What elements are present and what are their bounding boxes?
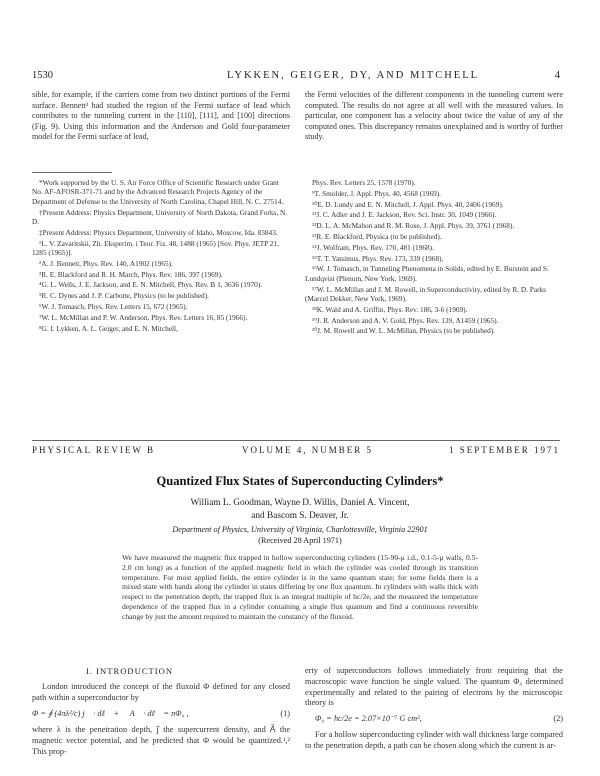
article-title: Quantized Flux States of Superconducting Cylinders*	[156, 474, 444, 488]
equation-1	[32, 709, 290, 720]
volume-number: 4	[554, 70, 560, 81]
continuation-left-text: sible, for example, if the carriers come from two distinct portions of the Fermi surface. Bennett³ had studied the region of the Fermi surface of lead which contributes to the tunneling current in the [110], [111], and [100] directions (Fig. 9). Using this information and the Anderson and Gold four-parameter model for the Fermi surface of lead,	[32, 90, 290, 142]
footnote: †Present Address: Physics Department, University of North Dakota, Grand Forks, N. D.	[32, 207, 288, 227]
intro-paragraph: where λ is the penetration depth, j⃗ the supercurrent density, and A⃗ the magnetic vector potential, and he predicted that Φ would be quantized.¹,² This prop-	[32, 725, 290, 756]
footnote: *Work supported by the U. S. Air Force Office of Scientific Research under Grant No. AF-AFOSR-371-71 and by the Advanced Research Projects Agency of the Department of Defense to the University of North Carolina, Chapel Hill, N. C. 27514.	[32, 178, 284, 206]
authors-line: William L. Goodman, Wayne D. Willis, Daniel A. Vincent,	[190, 498, 410, 508]
footnotes-left	[32, 178, 288, 334]
journal-date: 1 SEPTEMBER 1971	[448, 445, 560, 455]
intro-right	[305, 666, 563, 752]
equation-text: Φ₀ = hc/2e = 2.07×10⁻⁷ G cm²,	[315, 714, 422, 724]
continuation-right	[305, 90, 563, 143]
footnotes-right	[305, 178, 563, 337]
equation-number: (2)	[553, 714, 563, 724]
affiliation-block	[0, 525, 600, 546]
footnote: ¹⁵T. T. Yatsimus, Phys. Rev. 173, 339 (1968).	[312, 253, 444, 263]
footnote: ¹⁶W. J. Tomasch, in Tunneling Phenomena in Solids, edited by E. Burstein and S. Lundqvist (Plenum, New York, 1969).	[305, 264, 549, 283]
footnote: ¹³R. E. Blackford, Physica (to be published).	[312, 231, 442, 241]
intro-paragraph: For a hollow superconducting cylinder with wall thickness large compared to the penetration depth, a path can be chosen along which the current is ar-	[305, 729, 563, 750]
footnote: ²A. J. Bennett, Phys. Rev. 140, A1902 (1965).	[39, 258, 173, 268]
abstract: We have measured the magnetic flux trapped in hollow superconducting cylinders (15-90-μ i.d., 0.1-5-μ walls, 0.5-2.0 cm long) as a function of the applied magnetic field in which the cylinder was cooled through its transition temperature. For most applied fields, the entire cylinder is in the same quantum state; for some fields there is a mixed state with bands along the cylinder in states differing by one flux quantum. In cylinders with walls thick with respect to the penetration depth, the trapped flux is an integral multiple of hc/2e, and the measured the temperature dependence of the trapped flux in a cylinder containing a single flux quantum and find a continuous reversible change by just the amount required to maintain the constancy of the fluxoid.	[122, 553, 478, 621]
equation-2	[305, 714, 563, 725]
received-date: (Received 28 April 1971)	[258, 535, 342, 545]
affiliation: Department of Physics, University of Virginia, Charlottesville, Virginia 22901	[172, 525, 428, 534]
equation-text: Φ = ∮ (4πλ²/c) j⃗ · dℓ⃗ + ∮ A⃗ · dℓ⃗ = nΦ₀ ,	[32, 708, 189, 718]
footnote: ³R. E. Blackford and R. H. March, Phys. Rev. 186, 397 (1969).	[39, 269, 223, 279]
intro-left	[32, 682, 290, 758]
footnote: ⁵R. C. Dynes and J. P. Carbotte, Physics (to be published).	[39, 291, 209, 301]
article-divider	[32, 440, 560, 441]
intro-paragraph: London introduced the concept of the fluxoid Φ defined for any closed path within a superconductor by	[32, 682, 290, 702]
footnote: ¹L. V. Zavaritskii, Zh. Eksperim. i Teor. Fiz. 48, 1488 (1965) [Sov. Phys. JETP 21, 1285 (1965)].	[32, 238, 279, 258]
footnote: ¹¹J. C. Adler and J. E. Jackson, Rev. Sci. Instr. 30, 1049 (1966).	[312, 210, 497, 220]
footnote: ⁹T. Smolder, J. Appl. Phys. 40, 4568 (1969).	[312, 188, 442, 198]
footnote: ⁷W. L. McMillan and P. W. Anderson, Phys. Rev. Letters 16, 85 (1966).	[39, 312, 248, 322]
running-header	[32, 70, 560, 84]
article-authors	[0, 497, 600, 522]
footnote: ⁸G. I. Lykken, A. L. Geiger, and E. N. Mitchell,	[39, 323, 178, 333]
footnote: ¹⁷W. L. McMillan and J. M. Rowell, in Superconductivity, edited by R. D. Parks (Marcel Dekker, New York, 1969).	[305, 284, 547, 303]
journal-header	[32, 445, 560, 459]
header-authors: LYKKEN, GEIGER, DY, AND MITCHELL	[227, 70, 480, 81]
footnote: ⁶W. J. Tomasch, Phys. Rev. Letters 15, 672 (1965).	[39, 302, 188, 311]
footnote: ⁴G. L. Wells, J. E. Jackson, and E. N. Mitchell, Phys. Rev. B 1, 3636 (1970).	[39, 280, 263, 290]
intro-paragraph: erty of superconductors follows immediately from requiring that the macroscopic wave function be single valued. The quantum Φ₀ determined experimentally and related to the pairing of electrons by the microscopic theory is	[305, 666, 563, 708]
journal-volume: VOLUME 4, NUMBER 5	[242, 445, 374, 455]
continuation-left	[32, 90, 290, 143]
footnote: Phys. Rev. Letters 25, 1578 (1970).	[312, 178, 416, 187]
footnote-rule	[32, 172, 112, 173]
section-heading: I. INTRODUCTION	[86, 666, 174, 676]
footnote: ¹⁸K. Wald and A. Griffin, Phys. Rev. 186, 3-6 (1969).	[312, 304, 468, 314]
page-number: 1530	[32, 70, 53, 81]
footnote: ²⁰J. M. Rowell and W. L. McMillan, Physics (to be published).	[312, 326, 496, 336]
equation-number: (1)	[280, 708, 290, 718]
continuation-right-text: the Fermi velocities of the different components in the tunneling current were computed. The results do not agree at all well with the measured values. In particular, one component has a velocity about twice the value of any of the computed ones. This discrepancy remains unexplained and is worthy of further study.	[305, 90, 563, 142]
footnote: ¹²D. L. A. McMahon and R. M. Rose, J. Appl. Phys. 39, 3761 (1968).	[312, 221, 515, 231]
journal-name: PHYSICAL REVIEW B	[32, 445, 156, 455]
authors-line: and Bascom S. Deaver, Jr.	[251, 510, 349, 521]
footnote: ‡Present Address: Physics Department, University of Idaho, Moscow, Ida. 83843.	[39, 227, 278, 237]
footnote: ¹⁹J. R. Anderson and A. V. Gold, Phys. Rev. 139, A1459 (1965).	[312, 315, 499, 325]
footnote: ¹⁴J. Wolfram, Phys. Rev. 170, 481 (1968).	[312, 242, 434, 252]
footnote: ¹⁰E. D. Lundy and E. N. Mitchell, J. Appl. Phys. 40, 2406 (1969).	[312, 199, 504, 209]
